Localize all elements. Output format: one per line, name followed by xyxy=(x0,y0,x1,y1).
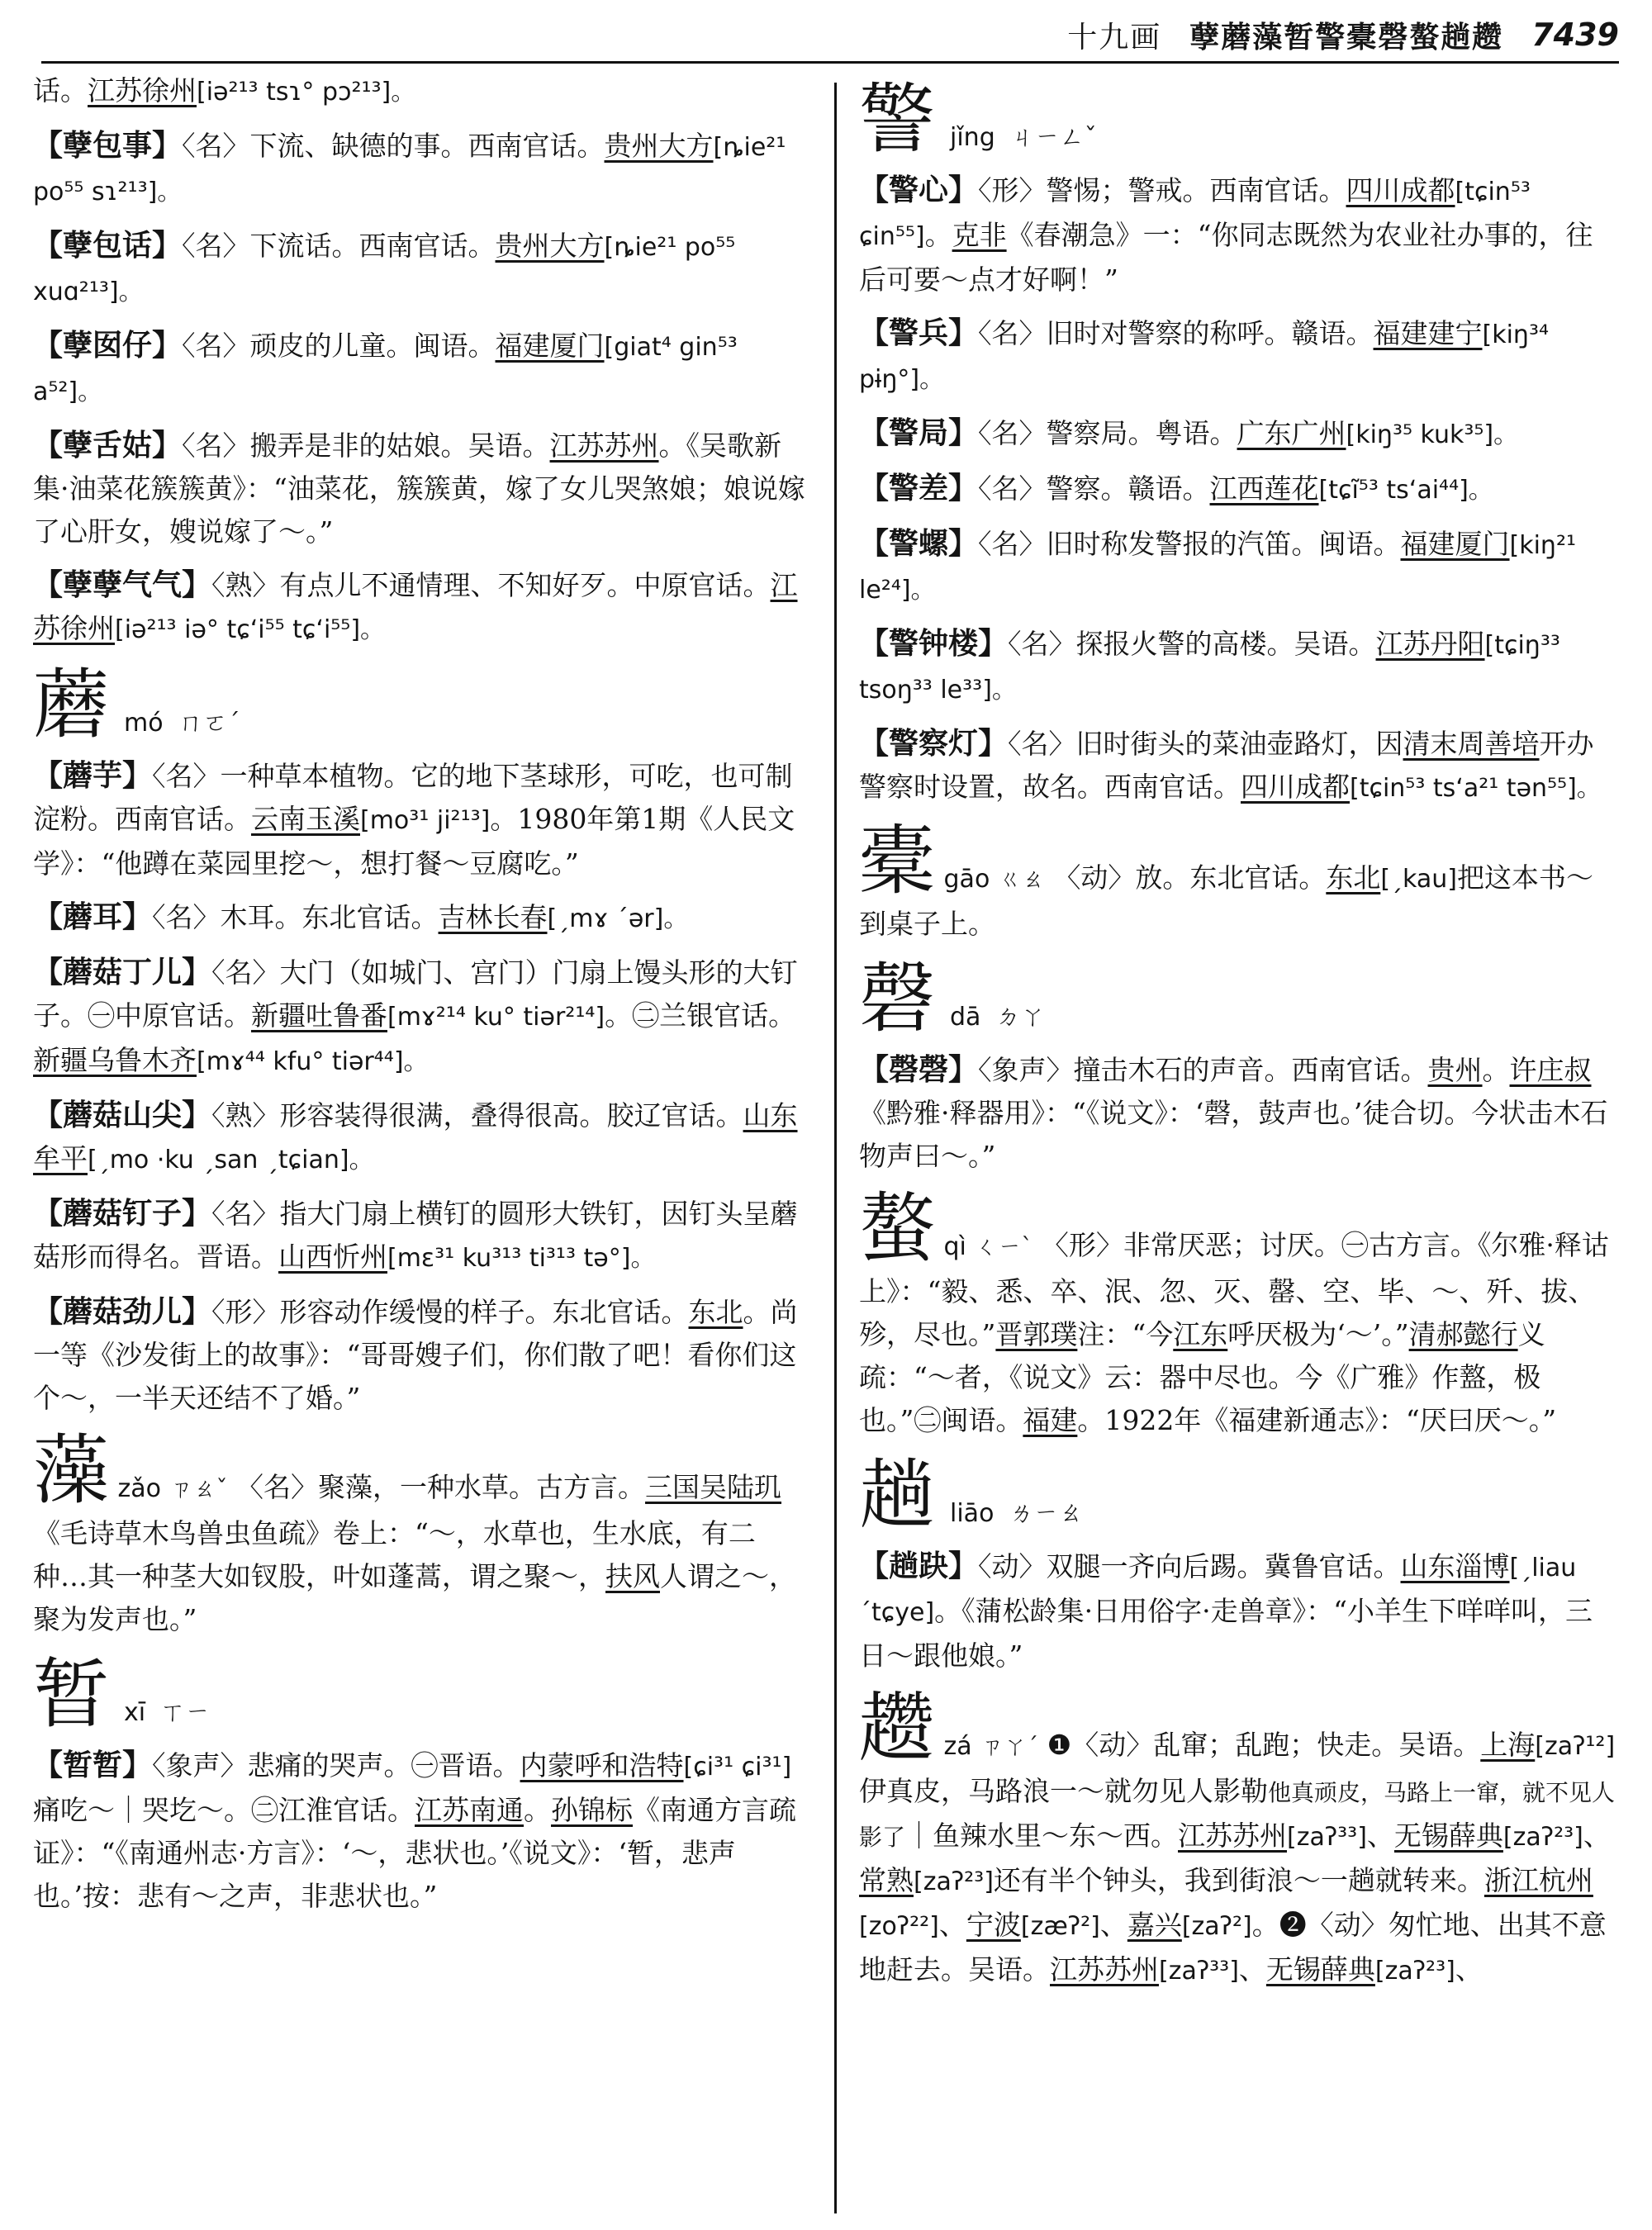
entry-jingbing xyxy=(859,311,1619,401)
definition: 〈形〉警惕；警戒。西南官话。 xyxy=(978,174,1346,206)
pronunciation: [zaʔ³³] xyxy=(1159,1957,1239,1986)
location: 江西莲花 xyxy=(1209,472,1319,505)
pinyin: zǎo xyxy=(117,1474,162,1503)
location: 山东牟平 xyxy=(33,1099,798,1174)
pronunciation: [zæʔ²] xyxy=(1020,1912,1100,1941)
zhuyin: ㄌㄧㄠ xyxy=(1009,1499,1084,1528)
location: 山西忻州 xyxy=(278,1241,387,1273)
definition: 〈名〉聚藻，一种水草。古方言。 xyxy=(236,1471,646,1503)
head-character: 藻 xyxy=(33,1426,110,1515)
pinyin: xī xyxy=(124,1698,146,1727)
headword: 【蘑菇丁儿】 xyxy=(33,955,212,989)
left-column xyxy=(33,69,808,2217)
definition: 〈名〉木耳。东北官话。 xyxy=(152,901,439,933)
location: 扶风 xyxy=(605,1560,660,1592)
pronunciation: [zaʔ²³] xyxy=(1374,1957,1455,1986)
location: 宁波 xyxy=(966,1909,1021,1941)
author: 清郝懿行 xyxy=(1408,1318,1518,1350)
pronunciation: [kiŋ³⁴ pɨŋ°]。 xyxy=(859,320,1549,394)
location: 贵州 xyxy=(1427,1054,1483,1086)
header-rule xyxy=(41,61,1619,64)
pronunciation: [kiŋ³⁵ kuk³⁵]。 xyxy=(1346,420,1519,449)
pronunciation: [iə²¹³ tsɿ° pɔ²¹³]。 xyxy=(197,78,416,107)
definition: 〈名〉大门（如城门、宫门）门扇上馒头形的大钉子。㊀中原官话。 xyxy=(33,956,798,1032)
entry-mogudingzi xyxy=(33,1192,808,1280)
headword: 【蘑菇钉子】 xyxy=(33,1196,212,1231)
example: 伊真皮，马路浪一～就勿见人影勒 xyxy=(859,1775,1268,1807)
pinyin: qì xyxy=(943,1232,966,1261)
entry-liaojue xyxy=(859,1544,1619,1677)
definition: 〈名〉旧时对警察的称呼。赣语。 xyxy=(978,317,1374,349)
entry-jingxin xyxy=(859,168,1619,301)
definition: 〈象声〉悲痛的哭声。㊀晋语。 xyxy=(152,1749,520,1782)
location: 内蒙呼和浩特 xyxy=(520,1749,684,1782)
pronunciation: [zaʔ²³] xyxy=(1502,1823,1583,1852)
head-character-liao xyxy=(859,1452,1619,1540)
citation: 。1922年《福建新通志》：“厌曰厌～。” xyxy=(1077,1404,1557,1436)
citation: 。尚一等《沙发街上的故事》：“哥哥嫂子们，你们散了吧！看你们这个～，一半天还结不了婚。” xyxy=(33,1296,798,1414)
location: 新疆吐鲁番 xyxy=(251,999,387,1032)
pinyin: mó xyxy=(124,709,164,738)
definition: 〈名〉顽皮的儿童。闽语。 xyxy=(182,330,496,362)
location: 无锡薛典 xyxy=(1393,1820,1503,1852)
zhuyin: ㄐㄧㄥˇ xyxy=(1009,123,1097,152)
location: 云南玉溪 xyxy=(251,803,360,835)
pronunciation: [mɤ²¹⁴ ku° tiər²¹⁴] xyxy=(387,1003,605,1032)
entry-moyu xyxy=(33,754,808,885)
citation: 。《蒲松龄集·日用俗字·走兽章》：“小羊生下咩咩叫，三日～跟他娘。” xyxy=(859,1595,1593,1672)
definition: 〈形〉形容动作缓慢的样子。东北官话。 xyxy=(211,1296,689,1328)
definition: 〈名〉下流、缺德的事。西南官话。 xyxy=(182,130,605,162)
entry-mogujinger xyxy=(33,1290,808,1420)
pinyin: dā xyxy=(950,1003,981,1032)
pronunciation: [tɕin⁵³ tsʻa²¹ tən⁵⁵]。 xyxy=(1350,774,1602,803)
zhuyin: ㄗㄠˇ xyxy=(169,1475,228,1502)
headword: 【孽舌姑】 xyxy=(33,428,183,463)
pronunciation: [tɕĩ⁵³ tsʻai⁴⁴]。 xyxy=(1318,476,1493,505)
definition: 〈动〉双腿一齐向后踢。冀鲁官话。 xyxy=(978,1550,1401,1582)
pronunciation: [ȵie²¹ po⁵⁵ sɿ²¹³]。 xyxy=(33,133,786,206)
entry-za xyxy=(859,1684,1619,1993)
location: 四川成都 xyxy=(1241,771,1350,803)
entry-dada xyxy=(859,1048,1619,1178)
punctuation: 。 xyxy=(524,1794,551,1826)
pronunciation: [zoʔ²²] xyxy=(859,1912,939,1941)
punctuation: 、 xyxy=(1583,1820,1611,1852)
location: 吉林长春 xyxy=(438,901,548,933)
definition: 〈象声〉撞击木石的声音。西南官话。 xyxy=(978,1054,1428,1086)
citation: 人谓之～，聚为发声也。” xyxy=(33,1560,796,1635)
location: 江苏苏州 xyxy=(549,429,659,462)
definition: 〈名〉旧时街头的菜油壶路灯，因 xyxy=(1008,728,1403,760)
example: 还有半个钟头，我到街浪～一趟就转来。 xyxy=(993,1864,1484,1896)
punctuation: 。 xyxy=(1482,1054,1510,1086)
right-column xyxy=(859,69,1619,2217)
head-character-jing xyxy=(859,76,1619,164)
author: 孙锦标 xyxy=(551,1794,633,1826)
pronunciation: [ˏliau ˊtɕye] xyxy=(859,1554,1577,1627)
entry-mogushanjian xyxy=(33,1094,808,1182)
pronunciation: [kiŋ²¹ le²⁴]。 xyxy=(859,531,1576,605)
location: 江苏南通 xyxy=(415,1794,524,1826)
person: 清末周善培 xyxy=(1403,728,1540,760)
pronunciation: [giat⁴ gin⁵³ a⁵²]。 xyxy=(33,333,738,406)
definition: 〈熟〉形容装得很满，叠得很高。胶辽官话。 xyxy=(211,1099,743,1132)
headword: 【孽孽气气】 xyxy=(33,567,212,602)
citation: 。《吴歌新集·油菜花簇簇黄》：“油菜花，簇簇黄，嫁了女儿哭煞娘；娘说嫁了心肝女，嫂说嫁了～。” xyxy=(33,429,805,548)
entry-jingchai xyxy=(859,467,1619,512)
head-character: 趟 xyxy=(859,1451,936,1540)
entry-continuation xyxy=(33,69,808,114)
pronunciation: [tɕin⁵³ ɕin⁵⁵] xyxy=(859,178,1531,251)
location: 贵州大方 xyxy=(604,130,714,162)
punctuation: 、 xyxy=(1099,1909,1127,1941)
entry-gao xyxy=(859,817,1619,946)
location: 福建厦门 xyxy=(495,330,605,362)
punctuation: 、 xyxy=(938,1909,966,1941)
example: ｜鱼辣水里～东～西。 xyxy=(905,1820,1179,1852)
headword: 【蘑芋】 xyxy=(33,758,153,793)
pronunciation: [ɕi³¹ ɕi³¹] xyxy=(683,1753,792,1782)
headword: 【警兵】 xyxy=(859,316,979,350)
punctuation: 。 xyxy=(924,219,952,251)
citation: 《春潮急》一：“你同志既然为农业社办事的，往后可要～点才好啊！” xyxy=(859,219,1593,296)
pronunciation: [zaʔ³³] xyxy=(1287,1823,1367,1852)
location: 福建建宁 xyxy=(1373,317,1483,349)
zhuyin: ㄑㄧˋ xyxy=(975,1233,1033,1260)
entry-zao xyxy=(33,1426,808,1641)
headword: 【警螺】 xyxy=(859,526,979,561)
headword: 【警局】 xyxy=(859,415,979,450)
pinyin: gāo xyxy=(943,865,990,894)
pinyin: liāo xyxy=(950,1499,995,1528)
citation: 。1980年第1期《人民文学》：“他蹲在菜园里挖～，想打餐～豆腐吃。” xyxy=(33,803,795,880)
pronunciation: [ˏkau] xyxy=(1380,865,1457,894)
pronunciation: [tɕiŋ³³ tsoŋ³³ le³³]。 xyxy=(859,631,1560,705)
location: 三国吴陆玑 xyxy=(645,1471,782,1503)
pinyin: jǐng xyxy=(950,123,995,152)
location: 新疆乌鲁木齐 xyxy=(33,1044,197,1076)
headword: 【蘑耳】 xyxy=(33,899,153,934)
definition: 。㊁兰银官话。 xyxy=(605,999,796,1032)
head-character: 蘑 xyxy=(33,661,110,749)
column-divider xyxy=(834,83,837,2213)
entry-text: 话。 xyxy=(33,74,88,107)
headword: 【蘑菇劲儿】 xyxy=(33,1294,212,1329)
definition: 。❷〈动〉匆忙地、出其不意地赶去。吴语。 xyxy=(859,1909,1607,1986)
entry-niebaohua xyxy=(33,224,808,314)
zhuyin: ㄒㄧ xyxy=(160,1698,211,1727)
head-character: 警 xyxy=(859,75,936,164)
definition: 开办警察时设置，故名。西南官话。 xyxy=(859,728,1594,803)
citation: 《南通方言疏证》：“《南通州志·方言》：‘～，悲状也。’《说文》：‘暂，悲声也。’按：悲有～之声，非悲状也。” xyxy=(33,1794,796,1912)
pronunciation: [zaʔ²³] xyxy=(914,1867,994,1896)
headword: 【暂暂】 xyxy=(33,1748,153,1782)
author: 克非 xyxy=(952,219,1007,251)
pronunciation: [mɛ³¹ ku³¹³ ti³¹³ tə°]。 xyxy=(387,1244,656,1273)
head-character: 暂 xyxy=(33,1650,110,1739)
location: 东北 xyxy=(688,1296,743,1328)
entry-nienanzai xyxy=(33,324,808,414)
pinyin: zá xyxy=(943,1732,972,1761)
headword: 【警察灯】 xyxy=(859,726,1009,761)
citation: 《黔雅·释器用》：“《说文》：‘磬，鼓声也。’徒合切。今状击木石物声曰～。” xyxy=(859,1097,1608,1172)
punctuation: 、 xyxy=(1238,1953,1266,1986)
entry-moer xyxy=(33,895,808,941)
head-character: 螯 xyxy=(859,1184,936,1273)
definition: 〈熟〉有点儿不通情理、不知好歹。中原官话。 xyxy=(211,569,771,601)
entry-mogudinger xyxy=(33,951,808,1084)
location: 浙江杭州 xyxy=(1483,1864,1593,1896)
headword: 【趟趹】 xyxy=(859,1549,979,1583)
location: 四川成都 xyxy=(1346,174,1455,206)
location: 福建 xyxy=(1023,1404,1078,1436)
page-number: 7439 xyxy=(1531,17,1619,53)
location: 江苏丹阳 xyxy=(1375,628,1485,660)
definition: ❶〈动〉乱窜；乱跑；快走。吴语。 xyxy=(1047,1729,1481,1761)
punctuation: 、 xyxy=(1366,1820,1394,1852)
entry-nieqiqi xyxy=(33,563,808,652)
zhuyin: ㄗㄚˊ xyxy=(980,1733,1039,1760)
zhuyin: ㄍㄠ xyxy=(998,866,1045,893)
pronunciation: [mo³¹ ji²¹³] xyxy=(360,806,491,835)
zhuyin: ㄉㄚ xyxy=(995,1003,1046,1032)
definition: 〈名〉搬弄是非的姑娘。吴语。 xyxy=(182,429,550,462)
location: 贵州大方 xyxy=(495,230,605,262)
citation: 《毛诗草木鸟兽虫鱼疏》卷上：“～，水草也，生水底，有二种…其一种茎大如钗股，叶如蓬蒿，谓之聚～， xyxy=(33,1517,756,1592)
headword: 【孽包话】 xyxy=(33,228,183,263)
headword: 【磬磬】 xyxy=(859,1052,979,1087)
definition: 〈名〉探报火警的高楼。吴语。 xyxy=(1008,628,1376,660)
definition: 〈名〉警察。赣语。 xyxy=(978,472,1210,505)
head-character: 橐 xyxy=(859,817,936,905)
pronunciation: [ˏmɤ ˊər]。 xyxy=(547,904,689,933)
location: 上海 xyxy=(1480,1729,1536,1761)
pronunciation: [iə²¹³ iə° tɕʻi⁵⁵ tɕʻi⁵⁵]。 xyxy=(115,615,386,644)
entry-xixi xyxy=(33,1744,808,1918)
definition: 〈名〉下流话。西南官话。 xyxy=(182,230,496,262)
head-character-xi xyxy=(33,1651,808,1739)
location: 江苏苏州 xyxy=(1050,1953,1159,1986)
pronunciation: [zaʔ²] xyxy=(1181,1912,1252,1941)
location: 江东 xyxy=(1173,1318,1228,1350)
headword: 【孽囡仔】 xyxy=(33,328,183,363)
headword: 【警心】 xyxy=(859,173,979,207)
entry-qi xyxy=(859,1184,1619,1442)
location: 江苏徐州 xyxy=(88,74,197,107)
location: 东北 xyxy=(1326,861,1381,894)
location: 江苏徐州 xyxy=(33,569,798,644)
head-character-da xyxy=(859,956,1619,1043)
definition: 〈名〉一种草本植物。它的地下茎球形，可吃，也可制淀粉。西南官话。 xyxy=(33,760,793,835)
entry-jingju xyxy=(859,411,1619,457)
citation: 注：“今 xyxy=(1077,1318,1174,1350)
entry-jingluo xyxy=(859,522,1619,612)
location: 山东淄博 xyxy=(1400,1550,1510,1582)
entry-jingchadeng xyxy=(859,722,1619,810)
gloss: 他真顽皮，马路上一窜，就不见人影了 xyxy=(859,1779,1616,1851)
definition: 〈形〉非常厌恶；讨厌。㊀古方言。《尔雅·释诂上》：“毅、悉、卒、泯、忽、灭、罄、空、毕、～、歼、拔、殄，尽也。” xyxy=(859,1229,1609,1350)
header-characters: 孽蘑藻暂警橐磬螯趟趱 xyxy=(1189,19,1504,55)
example: 把这本书～到桌子上。 xyxy=(859,861,1593,940)
citation: 义疏：“～者，《说文》云：器中尽也。今《广雅》作盩，极也。”㊁闽语。 xyxy=(859,1318,1545,1436)
definition: 〈名〉指大门扇上横钉的圆形大铁钉，因钉头呈蘑菇形而得名。晋语。 xyxy=(33,1198,798,1273)
headword: 【警差】 xyxy=(859,471,979,505)
headword: 【孽包事】 xyxy=(33,128,183,163)
pronunciation: [ˏmo ·ku ˏsan ˏtɕian]。 xyxy=(88,1146,374,1174)
definition: 〈名〉旧时称发警报的汽笛。闽语。 xyxy=(978,528,1401,560)
running-header xyxy=(1067,10,1619,59)
pronunciation: [mɤ⁴⁴ kfu° tiər⁴⁴]。 xyxy=(197,1047,429,1076)
head-character: 磬 xyxy=(859,955,936,1043)
author: 晋郭璞 xyxy=(995,1318,1078,1350)
pronunciation: [ȵie²¹ po⁵⁵ xuɑ²¹³]。 xyxy=(33,233,736,306)
definition: 痛吃～｜哭圪～。㊁江淮官话。 xyxy=(33,1794,415,1826)
definition: 〈名〉警察局。粤语。 xyxy=(978,417,1237,449)
zhuyin: ㄇㄛˊ xyxy=(178,709,240,738)
citation: 呼厌极为‘～’。” xyxy=(1227,1318,1409,1350)
location: 嘉兴 xyxy=(1127,1909,1182,1941)
pronunciation: [zaʔ¹²] xyxy=(1535,1732,1616,1761)
location: 广东广州 xyxy=(1237,417,1346,449)
headword: 【警钟楼】 xyxy=(859,626,1009,661)
entry-jingzhonglou xyxy=(859,622,1619,712)
location: 无锡薛典 xyxy=(1265,1953,1375,1986)
head-character-mo xyxy=(33,662,808,749)
location: 常熟 xyxy=(859,1864,914,1896)
author: 许庄叔 xyxy=(1509,1054,1592,1086)
location: 福建厦门 xyxy=(1400,528,1510,560)
definition: 〈动〉放。东北官话。 xyxy=(1053,861,1327,894)
headword: 【蘑菇山尖】 xyxy=(33,1098,212,1132)
stroke-section: 十九画 xyxy=(1067,20,1162,55)
location: 江苏苏州 xyxy=(1178,1820,1288,1852)
head-character: 趱 xyxy=(859,1684,936,1772)
punctuation: 、 xyxy=(1455,1953,1483,1986)
entry-niebaoshi xyxy=(33,124,808,214)
entry-nieshegu xyxy=(33,424,808,553)
